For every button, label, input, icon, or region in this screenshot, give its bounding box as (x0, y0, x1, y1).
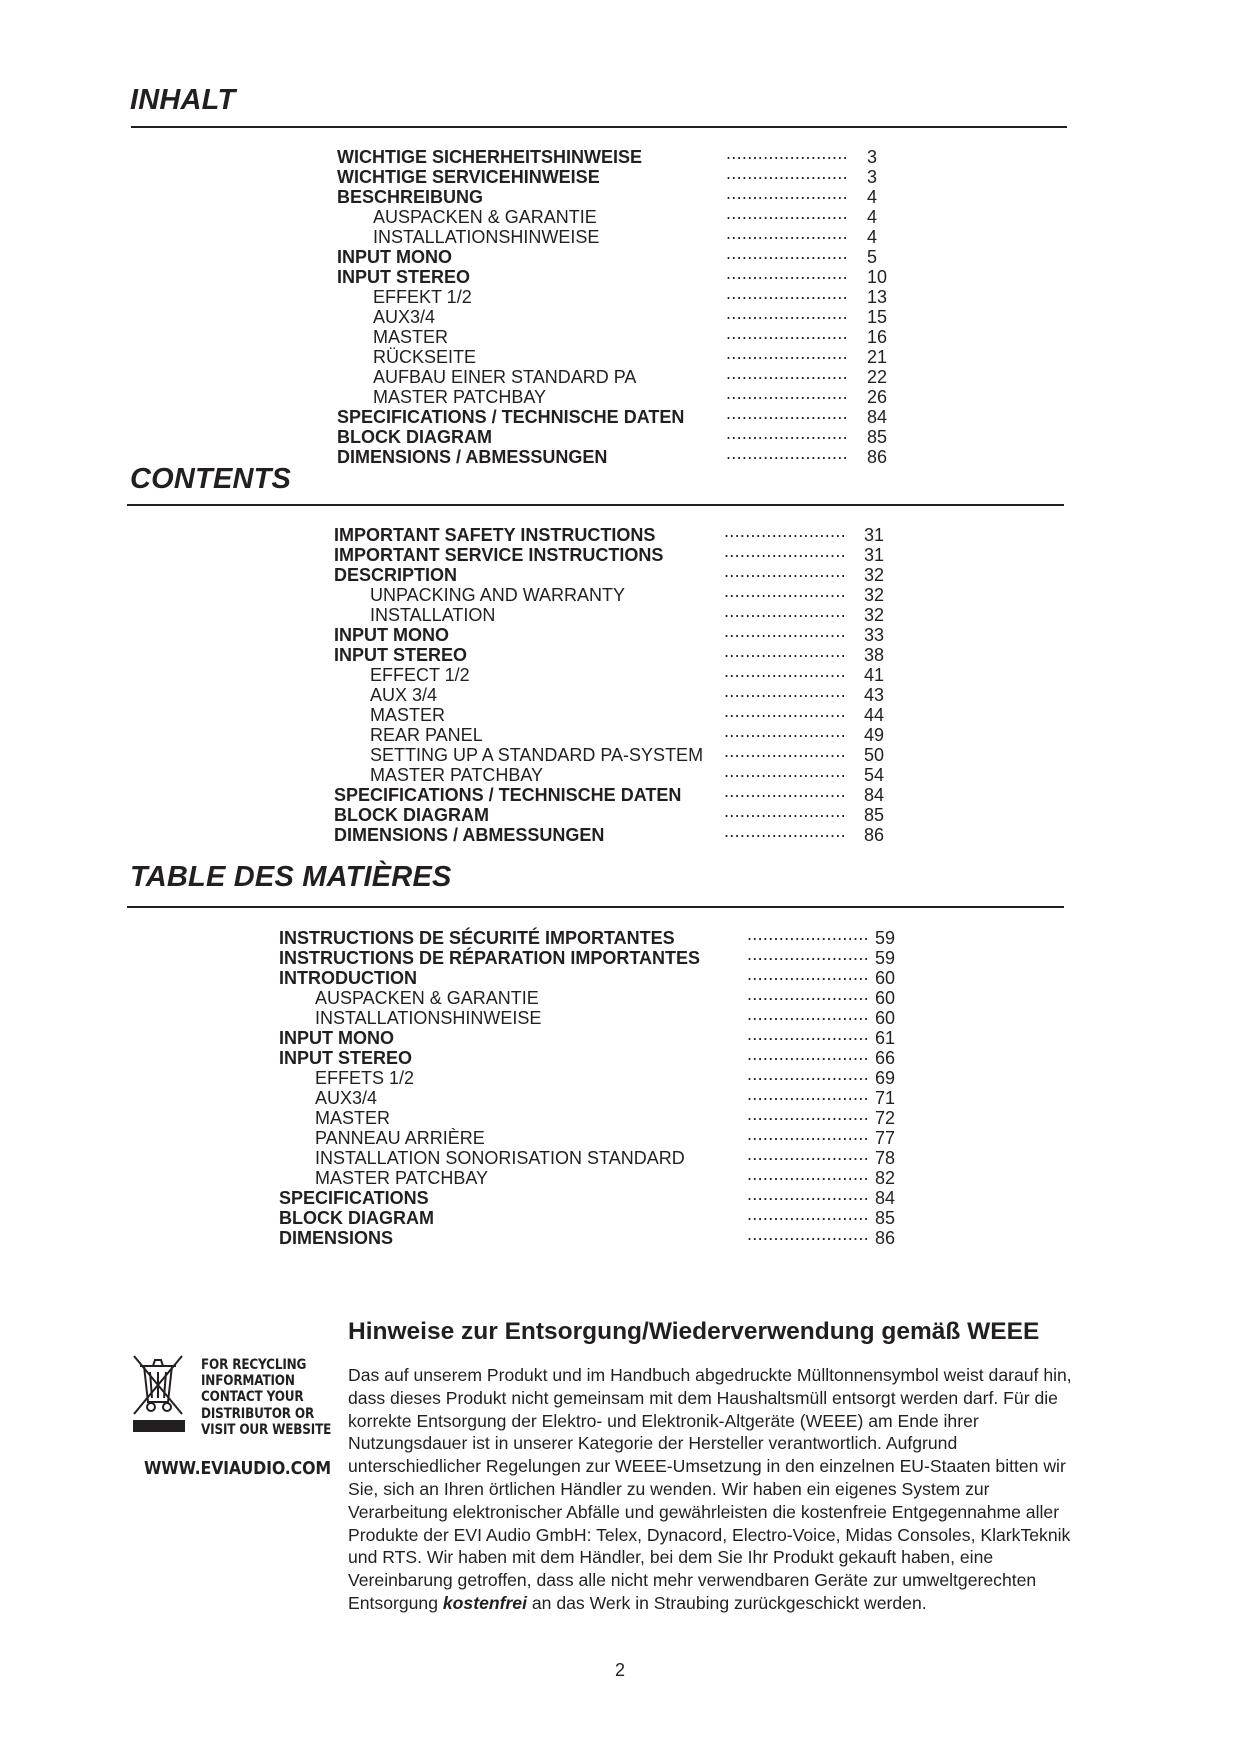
toc-entry-leader-dots: ....................... (724, 821, 846, 841)
toc-entry-page: 3 (867, 167, 878, 187)
toc-entry-label: MASTER PATCHBAY (373, 387, 547, 407)
toc-entry-leader-dots: ....................... (747, 964, 869, 984)
toc-entry-label: EFFEKT 1/2 (373, 287, 472, 307)
toc-entry-leader-dots: ....................... (726, 223, 848, 243)
toc-entry-label: AUX3/4 (315, 1088, 378, 1108)
toc-entry-leader-dots: ....................... (747, 1084, 869, 1104)
toc-entry-label: INPUT STEREO (334, 645, 468, 665)
weee-heading: Hinweise zur Entsorgung/Wiederverwendung gemäß WEEE (348, 1318, 1040, 1345)
weee-text-before: Das auf unserem Produkt und im Handbuch abgedruckte Mülltonnensymbol weist darauf hin, dass dieses Produkt nicht gemeinsam mit dem Haushaltsmüll entsorgt werden darf. Für die korrekte Entsorgung der Elektro- und Elektronik-Altgeräte (WEEE) am Ende ihrer Nutzungsdauer ist in unserer Kategorie der Hersteller verantwortlich. Aufgrund unterschiedlicher Regelungen zur WEEE-Umsetzung in den einzelnen EU-Staaten bitten wir Sie, sich an Ihren örtlichen Händler zu wenden. Wir haben ein eigenes System zur Verarbeitung elektronischer Abfälle und gewährleisten die kostenfreie Entgegennahme aller Produkte der EVI Audio GmbH: Telex, Dynacord, Electro-Voice, Midas Consoles, KlarkTeknik und RTS. Wir haben mit dem Händler, bei dem Sie Ihr Produkt gekauft haben, eine Vereinbarung getroffen, dass alle nicht mehr verwendbaren Geräte zur umweltgerechten Entsorgung (348, 1365, 1072, 1613)
toc-entry-label: IMPORTANT SERVICE INSTRUCTIONS (334, 545, 664, 565)
toc-entry-page: 60 (875, 1008, 896, 1028)
toc-entry-page: 77 (875, 1128, 896, 1148)
toc-entry-leader-dots: ....................... (726, 323, 848, 343)
toc-entry-leader-dots: ....................... (726, 403, 848, 423)
toc-entry-page: 86 (875, 1228, 896, 1248)
toc-entry-leader-dots: ....................... (726, 343, 848, 363)
toc-entry-leader-dots: ....................... (726, 383, 848, 403)
recycling-info (201, 1357, 331, 1438)
toc-entry-page: 54 (864, 765, 885, 785)
toc-entry-page: 86 (867, 447, 888, 467)
toc-entry-leader-dots: ....................... (726, 443, 848, 463)
toc-entry-page: 32 (864, 605, 885, 625)
toc-entry-leader-dots: ....................... (724, 581, 846, 601)
toc-entry-label: REAR PANEL (370, 725, 483, 745)
toc-entry-leader-dots: ....................... (747, 924, 869, 944)
toc-entry-label: BESCHREIBUNG (337, 187, 484, 207)
recycling-line: INFORMATION (201, 1373, 295, 1390)
toc-entry-label: BLOCK DIAGRAM (279, 1208, 434, 1228)
weee-paragraph (348, 1364, 1083, 1615)
toc-entry-leader-dots: ....................... (726, 183, 848, 203)
toc-entry-page: 43 (864, 685, 885, 705)
crossed-bin-icon (130, 1352, 186, 1416)
toc-entry-leader-dots: ....................... (724, 561, 846, 581)
toc-entry-page: 59 (875, 928, 896, 948)
toc-entry-label: DIMENSIONS (279, 1228, 394, 1248)
toc-entry-page: 71 (875, 1088, 896, 1108)
toc-entry-leader-dots: ....................... (747, 984, 869, 1004)
title-rule-de (131, 126, 1067, 128)
toc-entry-page: 16 (867, 327, 888, 347)
toc-entry-leader-dots: ....................... (724, 741, 846, 761)
toc-entry-label: INSTALLATIONSHINWEISE (373, 227, 600, 247)
weee-text-emphasis: kostenfrei (442, 1592, 527, 1613)
toc-entry-leader-dots: ....................... (726, 143, 848, 163)
toc-entry-leader-dots: ....................... (724, 801, 846, 821)
toc-entry-leader-dots: ....................... (747, 1224, 869, 1244)
toc-entry-label: MASTER (370, 705, 446, 725)
toc-entry-label: INSTALLATIONSHINWEISE (315, 1008, 542, 1028)
toc-entry-leader-dots: ....................... (726, 203, 848, 223)
toc-entry-page: 85 (864, 805, 885, 825)
title-rule-en (127, 504, 1064, 506)
toc-entry-label: INPUT STEREO (337, 267, 471, 287)
toc-entry-label: DIMENSIONS / ABMESSUNGEN (337, 447, 608, 467)
toc-entry-page: 60 (875, 988, 896, 1008)
toc-entry-page: 72 (875, 1108, 896, 1128)
toc-entry-page: 85 (875, 1208, 896, 1228)
toc-entry-label: SPECIFICATIONS / TECHNISCHE DATEN (334, 785, 682, 805)
toc-entry-page: 4 (867, 187, 878, 207)
toc-entry-leader-dots: ....................... (747, 1104, 869, 1124)
toc-entry-leader-dots: ....................... (747, 1164, 869, 1184)
recycling-line: FOR RECYCLING (201, 1357, 307, 1373)
toc-entry-page: 13 (867, 287, 888, 307)
toc-entry-leader-dots: ....................... (726, 423, 848, 443)
toc-entry-page: 4 (867, 227, 878, 247)
toc-entry-label: AUSPACKEN & GARANTIE (315, 988, 539, 1008)
toc-entry-leader-dots: ....................... (724, 721, 846, 741)
title-rule-fr (127, 906, 1064, 908)
toc-entry-page: 84 (875, 1188, 896, 1208)
toc-entry-page: 5 (867, 247, 878, 267)
toc-entry-page: 78 (875, 1148, 896, 1168)
toc-entry-label: INPUT MONO (334, 625, 449, 645)
toc-entry-label: INPUT STEREO (279, 1048, 413, 1068)
toc-entry-page: 31 (864, 525, 885, 545)
toc-entry-page: 15 (867, 307, 888, 327)
toc-entry-label: WICHTIGE SERVICEHINWEISE (337, 167, 600, 187)
toc-entry-page: 44 (864, 705, 885, 725)
toc-entry-label: RÜCKSEITE (373, 347, 477, 367)
toc-entry-label: INPUT MONO (279, 1028, 394, 1048)
toc-entry-leader-dots: ....................... (724, 601, 846, 621)
toc-entry-page: 26 (867, 387, 888, 407)
toc-entry-leader-dots: ....................... (724, 761, 846, 781)
toc-entry-page: 32 (864, 565, 885, 585)
toc-entry-page: 33 (864, 625, 885, 645)
toc-entry-label: INSTALLATION (370, 605, 496, 625)
toc-entry-leader-dots: ....................... (724, 701, 846, 721)
toc-entry-leader-dots: ....................... (747, 1004, 869, 1024)
website-link[interactable]: WWW.EVIAUDIO.COM (144, 1458, 331, 1479)
toc-entry-label: BLOCK DIAGRAM (337, 427, 492, 447)
toc-entry-page: 10 (867, 267, 888, 287)
toc-entry-leader-dots: ....................... (747, 1024, 869, 1044)
toc-entry-page: 69 (875, 1068, 896, 1088)
toc-entry-leader-dots: ....................... (747, 1204, 869, 1224)
toc-entry-page: 66 (875, 1048, 896, 1068)
toc-entry-leader-dots: ....................... (724, 661, 846, 681)
toc-entry-leader-dots: ....................... (724, 621, 846, 641)
toc-entry-page: 41 (864, 665, 885, 685)
toc-entry-label: MASTER PATCHBAY (370, 765, 544, 785)
toc-entry-page: 50 (864, 745, 885, 765)
toc-entry-leader-dots: ....................... (747, 1044, 869, 1064)
toc-entry-label: MASTER PATCHBAY (315, 1168, 489, 1188)
toc-entry-label: SPECIFICATIONS / TECHNISCHE DATEN (337, 407, 685, 427)
toc-entry-page: 32 (864, 585, 885, 605)
toc-entry-leader-dots: ....................... (726, 283, 848, 303)
toc-entry-leader-dots: ....................... (724, 541, 846, 561)
toc-entry-leader-dots: ....................... (726, 263, 848, 283)
recycling-line: VISIT OUR WEBSITE (201, 1421, 332, 1438)
toc-entry-page: 60 (875, 968, 896, 988)
toc-entry-label: INTRODUCTION (279, 968, 417, 988)
toc-entry-leader-dots: ....................... (747, 1144, 869, 1164)
toc-entry-label: SPECIFICATIONS (279, 1188, 429, 1208)
toc-entry-leader-dots: ....................... (747, 1064, 869, 1084)
toc-entry-label: IMPORTANT SAFETY INSTRUCTIONS (334, 525, 656, 545)
toc-entry-leader-dots: ....................... (726, 303, 848, 323)
toc-entry-label: INPUT MONO (337, 247, 452, 267)
toc-entry-leader-dots: ....................... (747, 944, 869, 964)
toc-entry-leader-dots: ....................... (726, 243, 848, 263)
toc-entry-label: INSTRUCTIONS DE RÉPARATION IMPORTANTES (279, 948, 701, 968)
toc-entry-label: MASTER (373, 327, 449, 347)
toc-entry-page: 49 (864, 725, 885, 745)
toc-entry-label: MASTER (315, 1108, 391, 1128)
toc-entry-label: BLOCK DIAGRAM (334, 805, 489, 825)
toc-entry-page: 22 (867, 367, 888, 387)
toc-entry-label: PANNEAU ARRIÈRE (315, 1128, 485, 1148)
page-number: 2 (615, 1660, 626, 1680)
toc-entry-leader-dots: ....................... (747, 1184, 869, 1204)
toc-entry-leader-dots: ....................... (726, 163, 848, 183)
toc-entry-label: AUSPACKEN & GARANTIE (373, 207, 597, 227)
toc-entry-page: 3 (867, 147, 878, 167)
toc-entry-label: INSTRUCTIONS DE SÉCURITÉ IMPORTANTES (279, 928, 675, 948)
toc-entry-page: 82 (875, 1168, 896, 1188)
toc-title-de: INHALT (130, 84, 236, 116)
toc-entry-label: UNPACKING AND WARRANTY (370, 585, 626, 605)
toc-entry-leader-dots: ....................... (747, 1124, 869, 1144)
toc-entry-page: 84 (864, 785, 885, 805)
bin-underline-bar (133, 1420, 185, 1432)
toc-entry-page: 4 (867, 207, 878, 227)
toc-title-en: CONTENTS (130, 463, 292, 495)
toc-entry-page: 31 (864, 545, 885, 565)
toc-entry-label: WICHTIGE SICHERHEITSHINWEISE (337, 147, 643, 167)
weee-text-after: an das Werk in Straubing zurückgeschickt werden. (531, 1592, 927, 1613)
recycling-line: DISTRIBUTOR OR (201, 1405, 315, 1422)
toc-entry-page: 59 (875, 948, 896, 968)
toc-entry-leader-dots: ....................... (724, 641, 846, 661)
toc-entry-label: INSTALLATION SONORISATION STANDARD (315, 1148, 685, 1168)
toc-title-fr: TABLE DES MATIÈRES (130, 861, 452, 893)
toc-entry-page: 84 (867, 407, 888, 427)
toc-entry-leader-dots: ....................... (726, 363, 848, 383)
toc-entry-page: 85 (867, 427, 888, 447)
toc-entry-label: DESCRIPTION (334, 565, 458, 585)
recycling-line: CONTACT YOUR (201, 1389, 304, 1406)
toc-entry-label: AUX 3/4 (370, 685, 438, 705)
toc-entry-label: DIMENSIONS / ABMESSUNGEN (334, 825, 605, 845)
toc-entry-label: SETTING UP A STANDARD PA-SYSTEM (370, 745, 704, 765)
toc-entry-label: AUFBAU EINER STANDARD PA (373, 367, 637, 387)
toc-entry-label: EFFECT 1/2 (370, 665, 470, 685)
toc-entry-page: 38 (864, 645, 885, 665)
toc-entry-label: AUX3/4 (373, 307, 436, 327)
toc-entry-leader-dots: ....................... (724, 521, 846, 541)
toc-entry-page: 61 (875, 1028, 896, 1048)
toc-entry-page: 21 (867, 347, 888, 367)
toc-entry-leader-dots: ....................... (724, 681, 846, 701)
toc-entry-leader-dots: ....................... (724, 781, 846, 801)
toc-entry-label: EFFETS 1/2 (315, 1068, 415, 1088)
toc-entry-page: 86 (864, 825, 885, 845)
